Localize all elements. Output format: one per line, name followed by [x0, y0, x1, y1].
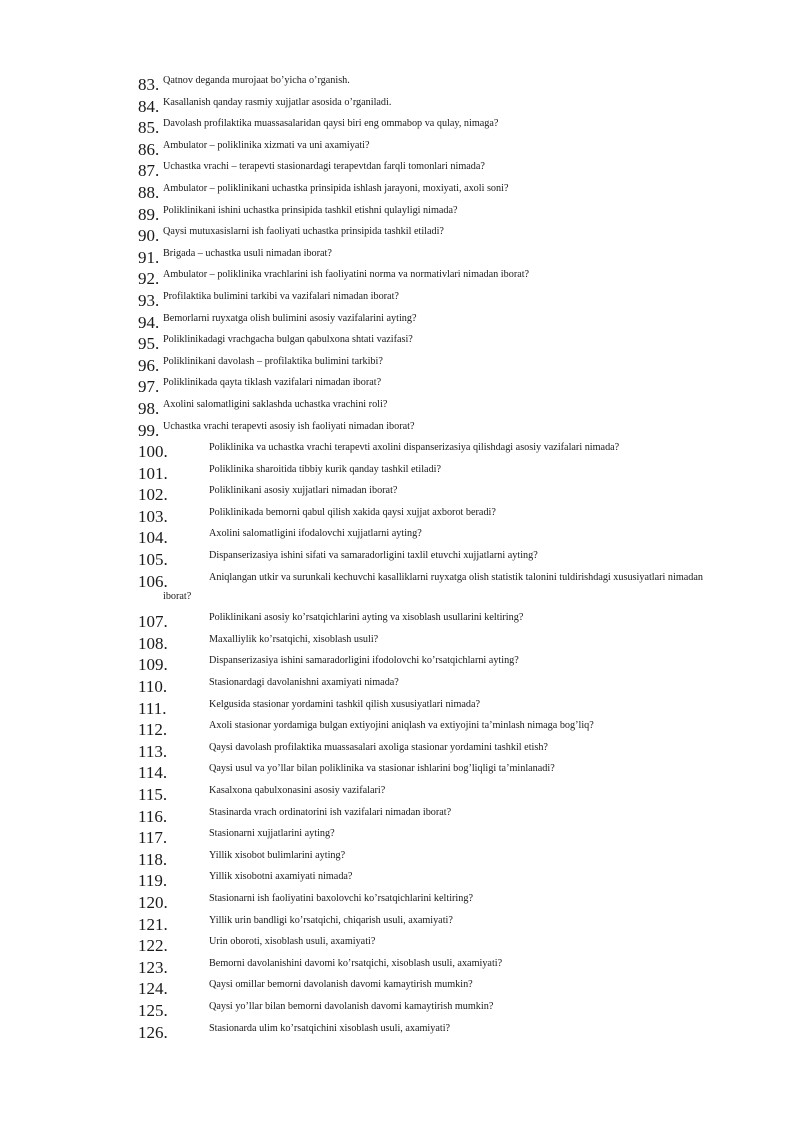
- question-number: 118.: [138, 849, 168, 869]
- question-number: 116.: [138, 806, 168, 826]
- question-item: [138, 506, 748, 528]
- question-item: [138, 741, 748, 763]
- question-item: [138, 420, 748, 442]
- question-item: [138, 892, 748, 914]
- question-number: 88.: [138, 182, 160, 202]
- question-item: [138, 484, 748, 506]
- question-number: 83.: [138, 75, 160, 94]
- question-item: [138, 247, 748, 269]
- question-number: 120.: [138, 892, 168, 912]
- question-item: [138, 849, 748, 871]
- question-text: Ambulator – poliklinika vrachlarini ish faoliyatini norma va normativlari nimadan iborat?: [163, 269, 530, 281]
- question-number: 100.: [138, 442, 168, 462]
- question-text: Yillik xisobot bulimlarini ayting?: [209, 849, 346, 861]
- question-number: 94.: [138, 312, 160, 332]
- question-item: [138, 117, 748, 139]
- question-item: [138, 290, 748, 312]
- question-number: 109.: [138, 655, 168, 675]
- question-text: Stasionarni ish faoliyatini baxolovchi ko’rsatqichlarini keltiring?: [209, 892, 473, 904]
- question-item: [138, 870, 748, 892]
- question-text: Axolini salomatligini saklashda uchastka vrachini roli?: [163, 398, 388, 410]
- question-item: [138, 225, 748, 247]
- question-number: 87.: [138, 161, 160, 181]
- question-item: [138, 139, 748, 161]
- question-number: 124.: [138, 979, 168, 999]
- question-text: Poliklinikada qayta tiklash vazifalari nimadan iborat?: [163, 377, 382, 389]
- question-number: 102.: [138, 485, 168, 505]
- question-item: [138, 182, 748, 204]
- question-item: [138, 312, 748, 334]
- question-number: 126.: [138, 1022, 168, 1042]
- question-number: 96.: [138, 355, 160, 375]
- question-item: [138, 549, 748, 571]
- question-number: 105.: [138, 550, 168, 570]
- question-text: Dispanserizasiya ishini samaradorligini ifodolovchi ko’rsatqichlarni ayting?: [209, 655, 519, 667]
- question-number: 110.: [138, 677, 168, 697]
- question-number: 84.: [138, 96, 160, 116]
- question-number: 117.: [138, 828, 168, 848]
- question-text: Dispanserizasiya ishini sifati va samaradorligini taxlil etuvchi xujjatlarni ayting?: [209, 550, 538, 562]
- question-text: Qaysi yo’llar bilan bemorni davolanish davomi kamaytirish mumkin?: [209, 1000, 494, 1012]
- question-number: 123.: [138, 957, 168, 977]
- question-number: 90.: [138, 226, 160, 246]
- question-item: [138, 160, 748, 182]
- question-item: [138, 268, 748, 290]
- question-number: 121.: [138, 914, 168, 934]
- question-number: 101.: [138, 463, 168, 483]
- question-text: Poliklinikani asosiy xujjatlari nimadan iborat?: [209, 485, 398, 497]
- question-text: Ambulator – poliklinikani uchastka prinsipida ishlash jarayoni, moxiyati, axoli soni?: [163, 182, 509, 194]
- question-number: 99.: [138, 420, 160, 440]
- question-number: 112.: [138, 720, 168, 740]
- question-number: 89.: [138, 204, 160, 224]
- question-text: Poliklinikada bemorni qabul qilish xakida qaysi xujjat axborot beradi?: [209, 506, 496, 518]
- question-item: [138, 398, 748, 420]
- question-item: [138, 978, 748, 1000]
- question-item: [138, 784, 748, 806]
- question-text: Qaysi usul va yo’llar bilan poliklinika va stasionar ishlarini bog’liqligi ta’minlanadi?: [209, 763, 555, 775]
- question-item: [138, 914, 748, 936]
- question-item: [138, 96, 748, 118]
- question-number: 106.: [138, 571, 168, 591]
- question-item: [138, 571, 748, 606]
- question-number: 95.: [138, 334, 160, 354]
- question-text: Kelgusida stasionar yordamini tashkil qilish xususiyatlari nimada?: [209, 698, 481, 710]
- question-item: [138, 527, 748, 549]
- question-number: 113.: [138, 741, 168, 761]
- question-item: [138, 204, 748, 226]
- question-item: [138, 806, 748, 828]
- question-number: 97.: [138, 377, 160, 397]
- question-number: 91.: [138, 247, 160, 267]
- question-item: [138, 957, 748, 979]
- question-text: Kasalxona qabulxonasini asosiy vazifalari?: [209, 785, 386, 796]
- question-number: 107.: [138, 612, 168, 632]
- question-number: 122.: [138, 936, 168, 956]
- question-number: 119.: [138, 871, 168, 891]
- question-item: [138, 654, 748, 676]
- question-text: Poliklinikani ishini uchastka prinsipida tashkil etishni qulayligi nimada?: [163, 204, 458, 216]
- question-item: [138, 333, 748, 355]
- question-text: Maxalliylik ko’rsatqichi, xisoblash usuli?: [209, 633, 379, 645]
- question-text: Poliklinika va uchastka vrachi terapevti axolini dispanserizasiya qilishdagi asosiy vazifalari nimada?: [209, 442, 620, 454]
- question-number: 108.: [138, 633, 168, 653]
- question-text: Uchastka vrachi terapevti asosiy ish faoliyati nimadan iborat?: [163, 420, 415, 432]
- question-number: 92.: [138, 269, 160, 289]
- question-text: Yillik xisobotni axamiyati nimada?: [209, 871, 353, 883]
- question-text-continuation: iborat?: [163, 591, 192, 603]
- question-list: [138, 74, 748, 1043]
- question-text: Bemorlarni ruyxatga olish bulimini asosiy vazifalarini ayting?: [163, 312, 417, 324]
- question-item: [138, 441, 748, 463]
- question-text: Stasionarda ulim ko’rsatqichini xisoblash usuli, axamiyati?: [209, 1022, 451, 1034]
- question-item: [138, 376, 748, 398]
- question-number: 104.: [138, 528, 168, 548]
- question-item: [138, 74, 748, 96]
- question-item: [138, 676, 748, 698]
- question-item: [138, 935, 748, 957]
- question-item: [138, 698, 748, 720]
- question-number: 125.: [138, 1000, 168, 1020]
- question-number: 103.: [138, 506, 168, 526]
- question-text: Brigada – uchastka usuli nimadan iborat?: [163, 247, 332, 259]
- question-text: Qaysi omillar bemorni davolanish davomi kamaytirish mumkin?: [209, 979, 473, 991]
- question-text: Qaysi mutuxasislarni ish faoliyati uchastka prinsipida tashkil etiladi?: [163, 226, 444, 238]
- question-number: 111.: [138, 698, 167, 718]
- question-number: 85.: [138, 118, 160, 138]
- question-item: [138, 762, 748, 784]
- question-text: Ambulator – poliklinika xizmati va uni axamiyati?: [163, 139, 370, 151]
- question-item: [138, 827, 748, 849]
- question-text: Stasinarda vrach ordinatorini ish vazifalari nimadan iborat?: [209, 806, 452, 818]
- question-item: [138, 633, 748, 655]
- question-item: [138, 1000, 748, 1022]
- question-text: Bemorni davolanishini davomi ko’rsatqichi, xisoblash usuli, axamiyati?: [209, 957, 503, 969]
- question-text: Poliklinikadagi vrachgacha bulgan qabulxona shtati vazifasi?: [163, 334, 413, 346]
- question-text: Stasionarni xujjatlarini ayting?: [209, 828, 335, 840]
- question-text: Profilaktika bulimini tarkibi va vazifalari nimadan iborat?: [163, 290, 399, 302]
- question-text: Axoli stasionar yordamiga bulgan extiyojini aniqlash va extiyojini ta’minlash nimaga bog’liq?: [209, 720, 594, 732]
- question-number: 115.: [138, 785, 168, 804]
- question-text: Aniqlangan utkir va surunkali kechuvchi kasalliklarni ruyxatga olish statistik talonini tuldirishdagi xususiyatlari nimadan: [209, 571, 703, 583]
- question-text: Poliklinikani davolash – profilaktika bulimini tarkibi?: [163, 355, 383, 367]
- question-text: Urin oboroti, xisoblash usuli, axamiyati?: [209, 936, 376, 948]
- question-item: [138, 719, 748, 741]
- question-item: [138, 463, 748, 485]
- question-number: 98.: [138, 398, 160, 418]
- question-text: Davolash profilaktika muassasalaridan qaysi biri eng ommabop va qulay, nimaga?: [163, 118, 499, 130]
- question-text: Qaysi davolash profilaktika muassasalari axoliga stasionar yordamini tashkil etish?: [209, 741, 548, 753]
- question-text: Uchastka vrachi – terapevti stasionardagi terapevtdan farqli tomonlari nimada?: [163, 161, 485, 173]
- question-text: Kasallanish qanday rasmiy xujjatlar asosida o’rganiladi.: [163, 96, 392, 108]
- question-text: Qatnov deganda murojaat bo’yicha o’rganish.: [163, 75, 350, 86]
- question-item: [138, 355, 748, 377]
- question-text: Stasionardagi davolanishni axamiyati nimada?: [209, 677, 399, 689]
- question-text: Axolini salomatligini ifodalovchi xujjatlarni ayting?: [209, 528, 422, 540]
- question-text: Yillik urin bandligi ko’rsatqichi, chiqarish usuli, axamiyati?: [209, 914, 453, 926]
- question-number: 93.: [138, 290, 160, 310]
- question-text: Poliklinikani asosiy ko’rsatqichlarini ayting va xisoblash usullarini keltiring?: [209, 612, 524, 624]
- question-item: [138, 611, 748, 633]
- question-item: [138, 1022, 748, 1044]
- question-number: 114.: [138, 763, 168, 783]
- question-text: Poliklinika sharoitida tibbiy kurik qanday tashkil etiladi?: [209, 463, 442, 475]
- question-number: 86.: [138, 139, 160, 159]
